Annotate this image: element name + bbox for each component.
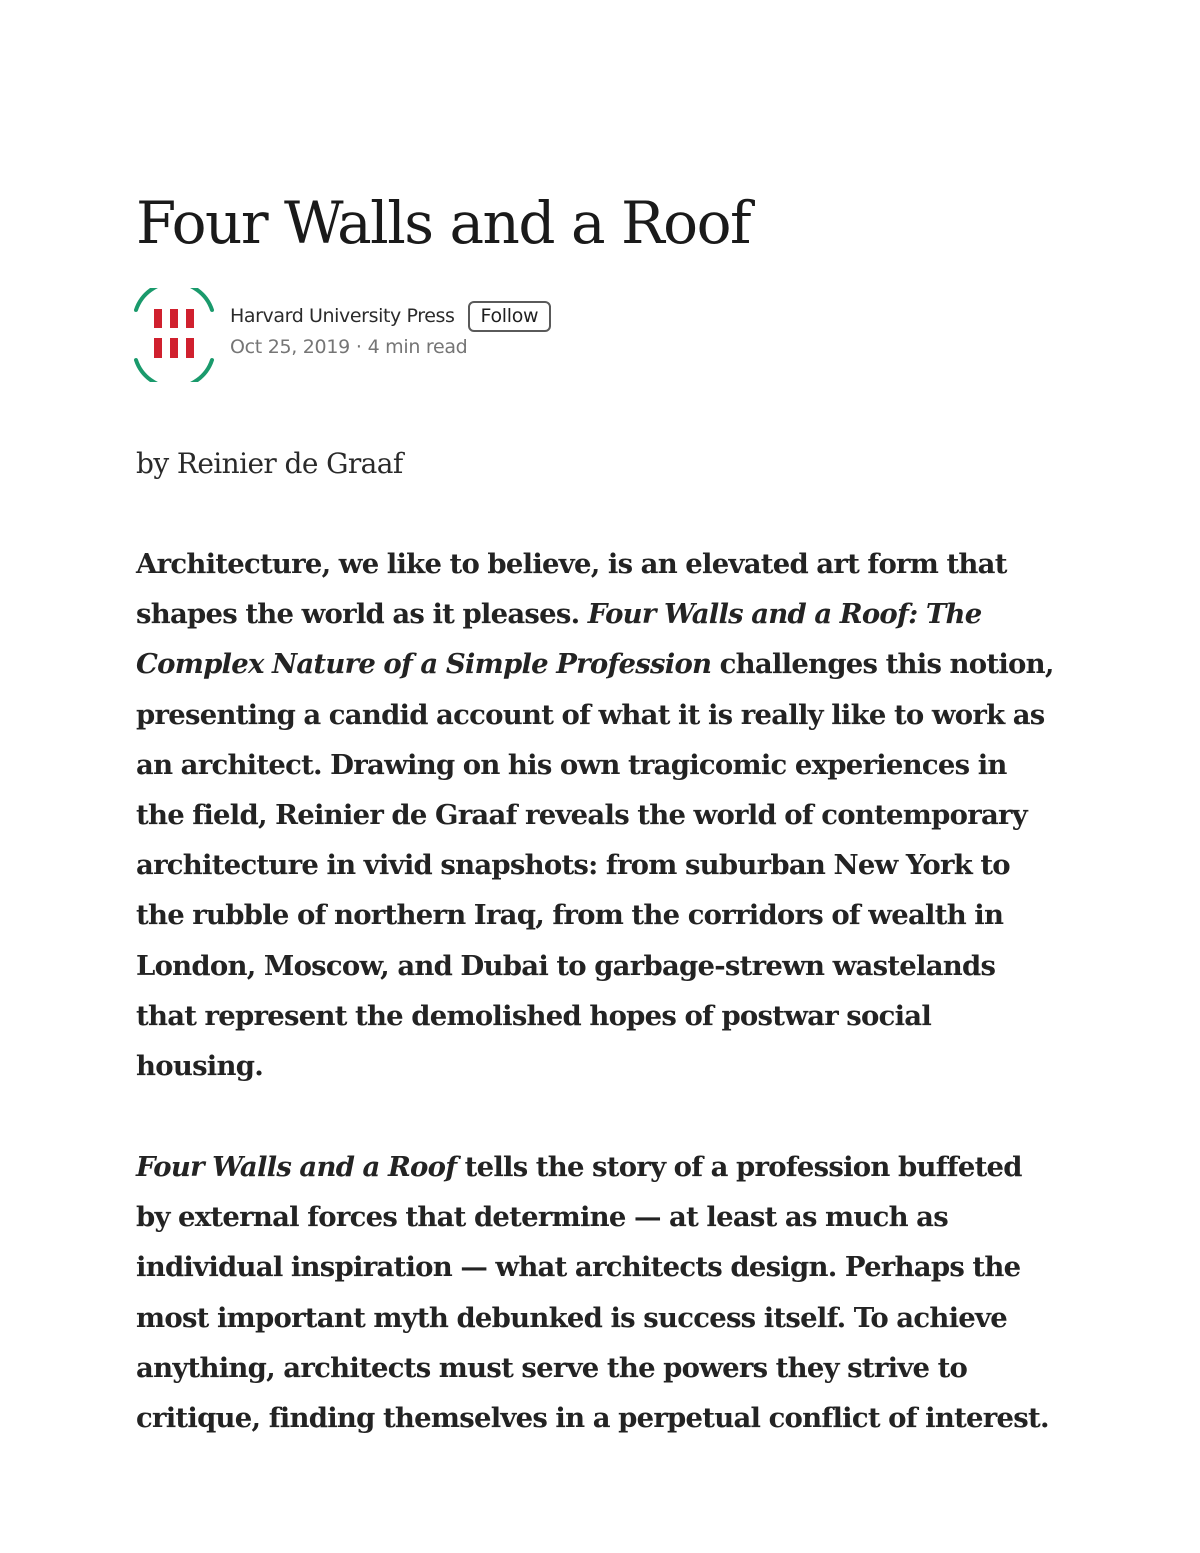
publisher-name[interactable]: Harvard University Press xyxy=(230,305,455,327)
post-date[interactable]: Oct 25, 2019 xyxy=(230,336,350,358)
paragraph-line: Architecture, we like to believe, is an elevated art form that xyxy=(136,548,1007,580)
paragraph-line: by external forces that determine — at least as much as xyxy=(136,1201,948,1234)
article-title: Four Walls and a Roof xyxy=(136,189,750,257)
paragraph-line: that represent the demolished hopes of postwar social xyxy=(136,999,932,1032)
paragraph-text: challenges this notion, xyxy=(711,648,1054,681)
paragraph-line: anything, architects must serve the powers they strive to xyxy=(136,1351,968,1384)
paragraph-line: London, Moscow, and Dubai to garbage-strewn wastelands xyxy=(136,949,996,982)
paragraph-line: most important myth debunked is success itself. To achieve xyxy=(136,1301,1008,1334)
book-title-italic: Complex Nature of a Simple Profession xyxy=(136,648,712,681)
meta-separator: · xyxy=(355,336,362,358)
read-time: 4 min read xyxy=(367,336,468,358)
paragraph-text: shapes the world as it pleases. xyxy=(136,598,588,631)
publisher-meta xyxy=(230,300,551,358)
paragraph-line: the rubble of northern Iraq, from the corridors of wealth in xyxy=(136,899,1004,932)
byline xyxy=(130,288,730,384)
book-title-italic: Four Walls and a Roof: The xyxy=(587,598,982,631)
publisher-avatar[interactable] xyxy=(130,288,218,382)
follow-button[interactable]: Follow xyxy=(468,301,552,332)
post-meta xyxy=(230,336,551,358)
author-credit: by Reinier de Graaf xyxy=(136,447,403,480)
paragraph-line: presenting a candid account of what it is really like to work as xyxy=(136,698,1045,731)
paragraph-2 xyxy=(136,1142,1066,1443)
paragraph-line: housing. xyxy=(136,1050,264,1083)
paragraph-line: architecture in vivid snapshots: from suburban New York to xyxy=(136,849,1010,882)
paragraph-text: tells the story of a profession buffeted xyxy=(456,1151,1022,1183)
paragraph-line: the field, Reinier de Graaf reveals the world of contemporary xyxy=(136,799,1027,832)
paragraph-line xyxy=(136,589,1066,639)
paragraph-line: individual inspiration — what architects design. Perhaps the xyxy=(136,1251,1021,1284)
publisher-row xyxy=(230,300,551,332)
book-title-italic: Four Walls and a Roof xyxy=(136,1151,457,1183)
paragraph-line xyxy=(136,639,1066,689)
paragraph-line: an architect. Drawing on his own tragicomic experiences in xyxy=(136,748,1007,781)
paragraph-1 xyxy=(136,539,1066,1091)
paragraph-line xyxy=(136,1142,1066,1192)
paragraph-line: critique, finding themselves in a perpetual conflict of interest. xyxy=(136,1402,1049,1435)
harvard-shield-logo-icon xyxy=(130,288,218,382)
